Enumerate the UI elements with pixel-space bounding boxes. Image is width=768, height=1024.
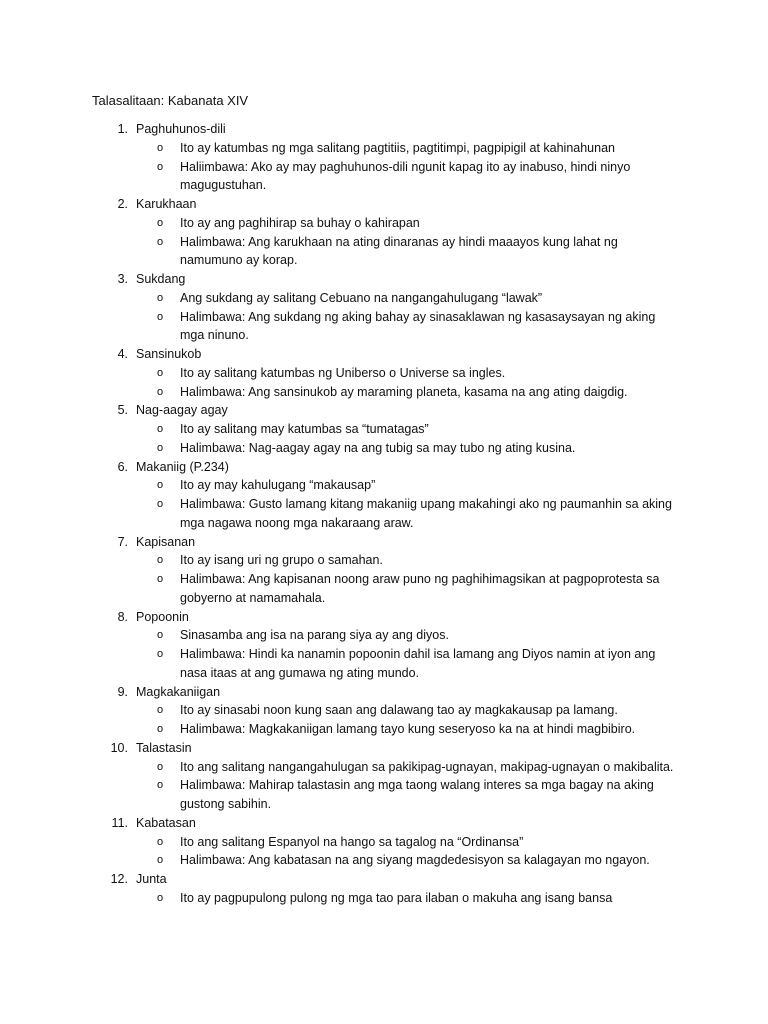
vocabulary-entry [0, 270, 768, 345]
term-word: Popoonin [136, 609, 189, 624]
term-detail-text: Ito ay pagpupulong pulong ng mga tao para ilaban o makuha ang isang bansa [180, 890, 613, 905]
vocabulary-entry [0, 739, 768, 814]
term-word: Paghuhunos-dili [136, 122, 226, 136]
term-detail-item [157, 139, 680, 158]
term-detail-text: Halimbawa: Hindi ka nanamin popoonin dahil isa lamang ang Diyos namin at iyon ang nasa itaas at ang gumawa ng ating mundo. [180, 647, 656, 680]
document-title: Talasalitaan: Kabanata XIV [92, 93, 249, 108]
term-details-list [0, 889, 768, 908]
term-detail-item [157, 495, 680, 533]
term-word: Sukdang [136, 272, 186, 286]
hollow-bullet-icon: o [157, 760, 164, 773]
term-details-list [0, 289, 768, 345]
hollow-bullet-icon: o [157, 835, 164, 848]
term-detail-text: Ito ay salitang may katumbas sa “tumatagas” [180, 422, 429, 436]
vocabulary-entry [0, 345, 768, 401]
term-details-list [0, 364, 768, 402]
term-number: 9. [117, 684, 128, 699]
term-detail-item [157, 364, 680, 383]
hollow-bullet-icon: o [157, 385, 164, 398]
term-detail-text: Ito ay katumbas ng mga salitang pagtitiis, pagtitimpi, pagpipigil at kahinahunan [180, 140, 615, 155]
term-detail-item [157, 158, 680, 196]
term-heading [0, 814, 768, 833]
term-number: 4. [117, 347, 128, 361]
term-heading [0, 458, 768, 477]
term-detail-text: Ito ay salitang katumbas ng Uniberso o Universe sa ingles. [180, 365, 506, 380]
hollow-bullet-icon: o [157, 291, 164, 304]
vocabulary-entry [0, 120, 768, 195]
hollow-bullet-icon: o [157, 310, 164, 323]
term-detail-text: Halimbawa: Ang sukdang ng aking bahay ay sinasaklawan ng kasasaysayan ng aking mga ninuno. [180, 309, 656, 343]
term-detail-text: Haliimbawa: Ako ay may paghuhunos-dili ngunit kapag ito ay inabuso, hindi ninyo magugustuhan. [180, 159, 631, 193]
term-word: Magkakaniigan [136, 684, 221, 699]
term-number: 3. [117, 272, 128, 286]
term-detail-item [157, 420, 680, 439]
term-detail-text: Ito ay isang uri ng grupo o samahan. [180, 553, 383, 568]
term-word: Karukhaan [136, 197, 197, 211]
term-detail-item [157, 720, 680, 739]
hollow-bullet-icon: o [157, 479, 164, 492]
term-detail-item [157, 233, 680, 271]
term-heading [0, 120, 768, 139]
hollow-bullet-icon: o [157, 141, 164, 154]
term-number: 5. [117, 403, 128, 418]
term-details-list [0, 758, 768, 814]
hollow-bullet-icon: o [157, 554, 164, 567]
term-details-list [0, 626, 768, 682]
term-detail-item [157, 214, 680, 233]
hollow-bullet-icon: o [157, 216, 164, 229]
term-heading [0, 195, 768, 214]
term-details-list [0, 214, 768, 270]
term-detail-text: Halimbawa: Magkakaniigan lamang tayo kung seseryoso ka na at hindi magbibiro. [180, 722, 636, 736]
term-word: Kapisanan [136, 534, 196, 549]
term-heading [0, 401, 768, 420]
vocabulary-entry [0, 814, 768, 870]
vocabulary-entry [0, 683, 768, 739]
hollow-bullet-icon: o [157, 648, 164, 660]
hollow-bullet-icon: o [157, 891, 164, 904]
term-detail-item [157, 776, 680, 814]
hollow-bullet-icon: o [157, 573, 164, 585]
vocabulary-entry [0, 608, 768, 683]
vocabulary-list [0, 120, 768, 908]
term-detail-item [157, 308, 680, 346]
vocabulary-entry [0, 458, 768, 533]
term-detail-text: Ito ay may kahulugang “makausap” [180, 478, 376, 493]
term-detail-text: Ito ang salitang Espanyol na hango sa tagalog na “Ordinansa” [180, 834, 524, 849]
term-heading [0, 608, 768, 627]
term-heading [0, 739, 768, 758]
vocabulary-entry [0, 533, 768, 608]
term-detail-text: Halimbawa: Ang sansinukob ay maraming planeta, kasama na ang ating daigdig. [180, 384, 628, 399]
term-detail-item [157, 889, 680, 908]
term-detail-item [157, 476, 680, 495]
term-details-list [0, 476, 768, 532]
term-word: Makaniig (P.234) [136, 459, 229, 474]
term-detail-item [157, 645, 680, 683]
vocabulary-entry [0, 401, 768, 457]
hollow-bullet-icon: o [157, 441, 164, 454]
term-detail-item [157, 570, 680, 608]
hollow-bullet-icon: o [157, 854, 164, 867]
term-detail-item [157, 701, 680, 720]
term-number: 8. [117, 609, 128, 624]
term-word: Kabatasan [136, 815, 196, 830]
term-heading [0, 345, 768, 364]
term-details-list [0, 701, 768, 739]
hollow-bullet-icon: o [157, 779, 164, 792]
hollow-bullet-icon: o [157, 498, 164, 510]
term-detail-item [157, 833, 680, 852]
term-detail-item [157, 626, 680, 645]
term-number: 12. [110, 872, 128, 886]
term-heading [0, 533, 768, 552]
term-details-list [0, 139, 768, 195]
term-details-list [0, 833, 768, 871]
term-detail-text: Ito ay ang paghihirap sa buhay o kahirapan [180, 215, 420, 230]
term-number: 6. [117, 459, 128, 474]
term-details-list [0, 420, 768, 458]
term-word: Talastasin [136, 740, 192, 755]
term-detail-item [157, 758, 680, 777]
hollow-bullet-icon: o [157, 160, 164, 173]
term-detail-text: Halimbawa: Nag-aagay agay na ang tubig sa may tubo ng ating kusina. [180, 440, 576, 455]
hollow-bullet-icon: o [157, 423, 164, 435]
term-heading [0, 870, 768, 889]
term-number: 1. [117, 122, 128, 136]
term-detail-item [157, 289, 680, 308]
term-heading [0, 270, 768, 289]
term-word: Sansinukob [136, 347, 202, 361]
term-number: 11. [111, 815, 128, 830]
term-heading [0, 683, 768, 702]
term-detail-text: Ito ay sinasabi noon kung saan ang dalawang tao ay magkakausap pa lamang. [180, 703, 618, 718]
hollow-bullet-icon: o [157, 723, 164, 735]
term-number: 2. [117, 197, 128, 211]
term-detail-item [157, 551, 680, 570]
term-detail-item [157, 851, 680, 870]
term-number: 7. [117, 534, 128, 549]
term-detail-text: Halimbawa: Ang kabatasan na ang siyang magdedesisyon sa kalagayan mo ngayon. [180, 853, 650, 868]
vocabulary-entry [0, 195, 768, 270]
hollow-bullet-icon: o [157, 235, 164, 248]
term-word: Nag-aagay agay [136, 403, 228, 418]
term-detail-text: Ito ang salitang nangangahulugan sa pakikipag-ugnayan, makipag-ugnayan o makibalita. [180, 759, 674, 774]
term-detail-text: Sinasamba ang isa na parang siya ay ang diyos. [180, 628, 449, 643]
term-details-list [0, 551, 768, 607]
hollow-bullet-icon: o [157, 629, 164, 642]
term-detail-text: Ang sukdang ay salitang Cebuano na nangangahulugang “lawak” [180, 290, 543, 305]
term-detail-text: Halimbawa: Mahirap talastasin ang mga taong walang interes sa mga bagay na aking gustong sabihin. [180, 778, 654, 811]
hollow-bullet-icon: o [157, 366, 164, 379]
term-detail-text: Halimbawa: Gusto lamang kitang makaniig upang makahingi ako ng paumanhin sa aking mga nagawa noong mga nakaraang araw. [180, 497, 672, 530]
vocabulary-entry [0, 870, 768, 908]
hollow-bullet-icon: o [157, 704, 164, 717]
term-number: 10. [110, 740, 128, 755]
term-detail-item [157, 439, 680, 458]
term-detail-text: Halimbawa: Ang karukhaan na ating dinaranas ay hindi maaayos kung lahat ng namumuno ay korap. [180, 234, 618, 268]
term-detail-text: Halimbawa: Ang kapisanan noong araw puno ng paghihimagsikan at pagpoprotesta sa gobyerno at namamahala. [180, 572, 660, 605]
term-detail-item [157, 383, 680, 402]
term-word: Junta [136, 872, 167, 886]
